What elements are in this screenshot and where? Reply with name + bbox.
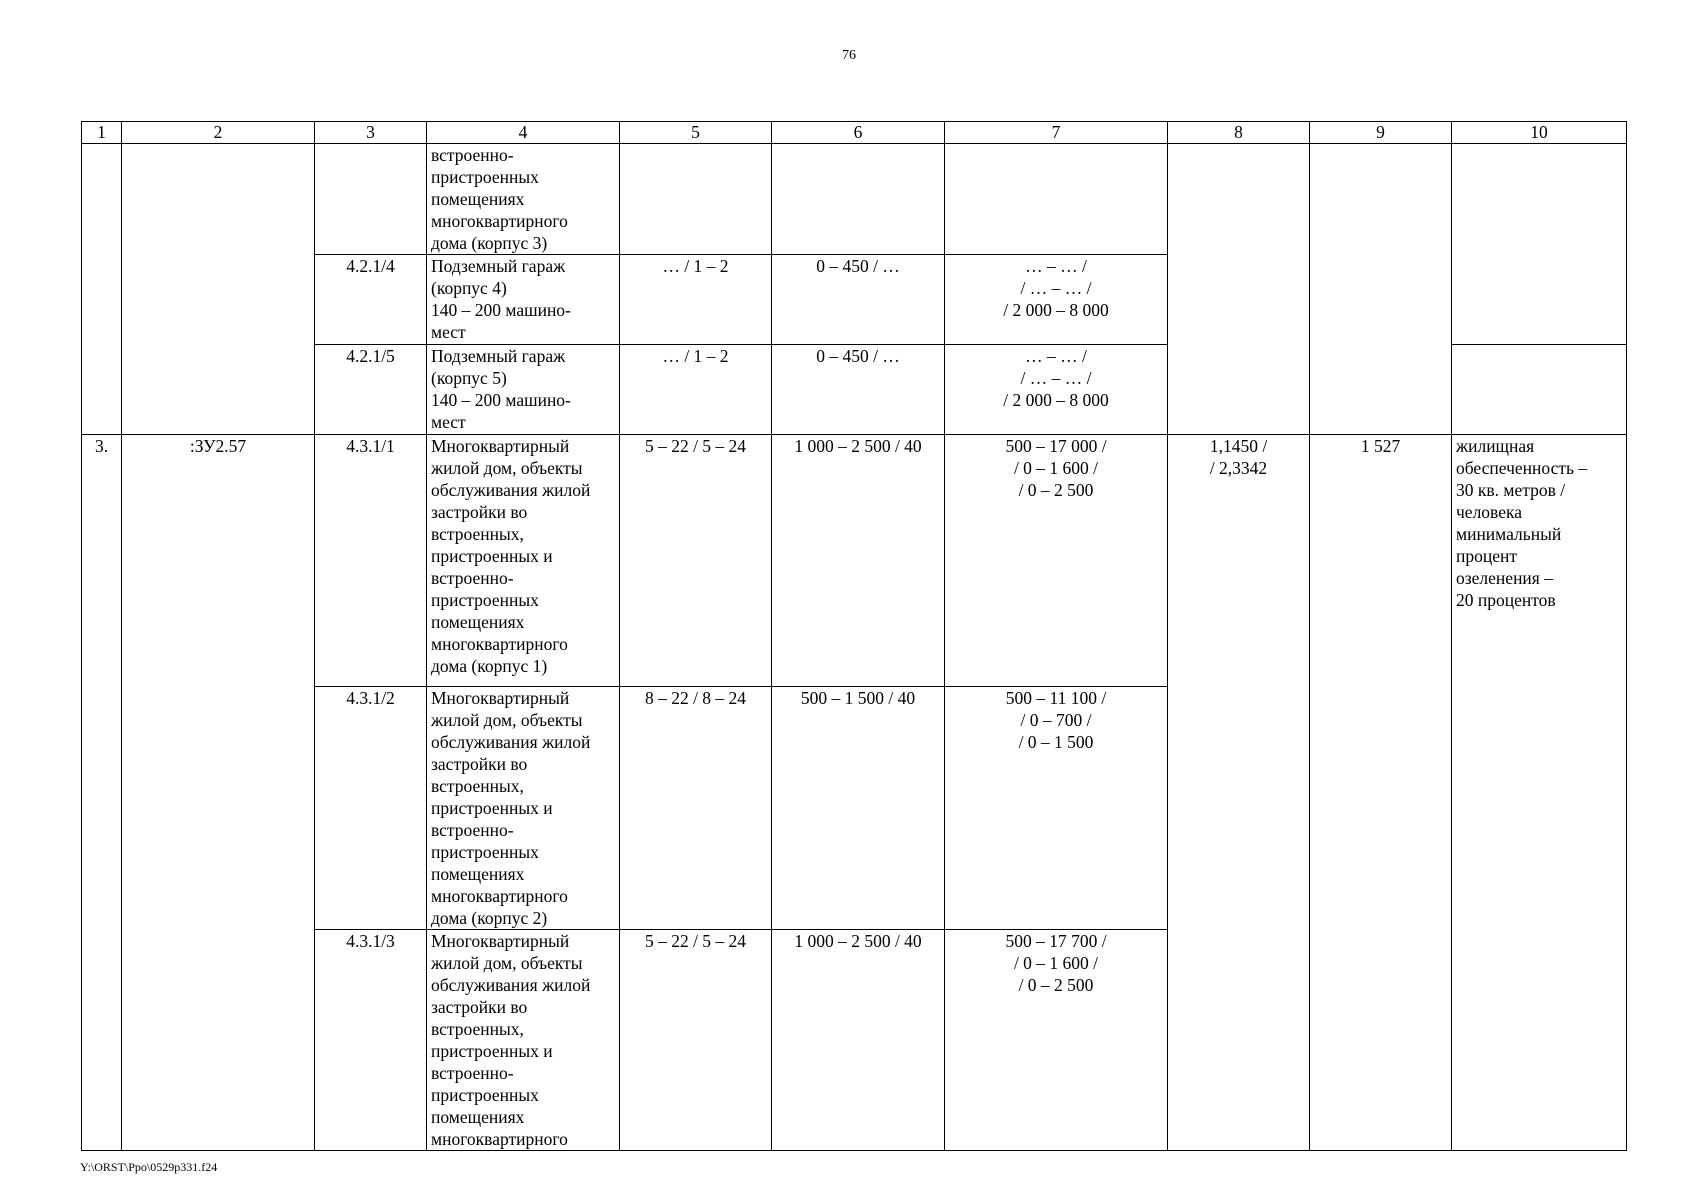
column-number-header: 5 <box>620 122 772 144</box>
col7-cell: … – … / / … – … / / 2 000 – 8 000 <box>945 345 1168 435</box>
col7-cell: 500 – 17 700 / / 0 – 1 600 / / 0 – 2 500 <box>945 930 1168 1151</box>
description-cell: Многоквартирный жилой дом, объекты обслуживания жилой застройки во встроенных, пристроенных и встроенно- пристроенных помещениях многоквартирного дома (корпус 1) <box>427 435 620 687</box>
col8-cell <box>1168 144 1310 435</box>
column-number-row <box>82 122 1627 144</box>
col9-cell <box>1310 144 1452 435</box>
col7-cell: … – … / / … – … / / 2 000 – 8 000 <box>945 255 1168 345</box>
page-number: 76 <box>842 48 856 63</box>
row-number-cell: 3. <box>82 435 122 1151</box>
col8-cell: 1,1450 / / 2,3342 <box>1168 435 1310 1151</box>
col10-cell: жилищная обеспеченность – 30 кв. метров / человека минимальный процент озеленения – 20 процентов <box>1452 435 1627 1151</box>
col7-cell: 500 – 17 000 / / 0 – 1 600 / / 0 – 2 500 <box>945 435 1168 687</box>
description-cell: Подземный гараж (корпус 4) 140 – 200 машино- мест <box>427 255 620 345</box>
col5-cell: 8 – 22 / 8 – 24 <box>620 687 772 930</box>
col5-cell <box>620 144 772 255</box>
plot-cell <box>122 144 315 435</box>
column-number-header: 2 <box>122 122 315 144</box>
col6-cell: 0 – 450 / … <box>772 345 945 435</box>
column-number-header: 10 <box>1452 122 1627 144</box>
code-cell: 4.3.1/3 <box>315 930 427 1151</box>
code-cell: 4.2.1/5 <box>315 345 427 435</box>
col6-cell <box>772 144 945 255</box>
column-number-header: 8 <box>1168 122 1310 144</box>
col6-cell: 500 – 1 500 / 40 <box>772 687 945 930</box>
code-cell: 4.2.1/4 <box>315 255 427 345</box>
column-number-header: 6 <box>772 122 945 144</box>
col6-cell: 1 000 – 2 500 / 40 <box>772 930 945 1151</box>
col7-cell <box>945 144 1168 255</box>
col10-cell <box>1452 345 1627 435</box>
col6-cell: 0 – 450 / … <box>772 255 945 345</box>
table-row <box>82 435 1627 687</box>
table-row <box>82 144 1627 255</box>
col9-cell: 1 527 <box>1310 435 1452 1151</box>
col5-cell: … / 1 – 2 <box>620 255 772 345</box>
data-table <box>81 121 1627 1151</box>
code-cell: 4.3.1/2 <box>315 687 427 930</box>
plot-cell: :ЗУ2.57 <box>122 435 315 1151</box>
description-cell: Многоквартирный жилой дом, объекты обслуживания жилой застройки во встроенных, пристроенных и встроенно- пристроенных помещениях многоквартирного дома (корпус 2) <box>427 687 620 930</box>
code-cell: 4.3.1/1 <box>315 435 427 687</box>
col5-cell: 5 – 22 / 5 – 24 <box>620 930 772 1151</box>
column-number-header: 1 <box>82 122 122 144</box>
column-number-header: 4 <box>427 122 620 144</box>
column-number-header: 3 <box>315 122 427 144</box>
code-cell <box>315 144 427 255</box>
description-cell: Подземный гараж (корпус 5) 140 – 200 машино- мест <box>427 345 620 435</box>
col6-cell: 1 000 – 2 500 / 40 <box>772 435 945 687</box>
col5-cell: … / 1 – 2 <box>620 345 772 435</box>
col7-cell: 500 – 11 100 / / 0 – 700 / / 0 – 1 500 <box>945 687 1168 930</box>
footer-file-path: Y:\ORST\Ppo\0529p331.f24 <box>80 1160 218 1174</box>
column-number-header: 7 <box>945 122 1168 144</box>
row-number-cell <box>82 144 122 435</box>
column-number-header: 9 <box>1310 122 1452 144</box>
description-cell: Многоквартирный жилой дом, объекты обслуживания жилой застройки во встроенных, пристроенных и встроенно- пристроенных помещениях многоквартирного <box>427 930 620 1151</box>
col10-cell <box>1452 144 1627 345</box>
col5-cell: 5 – 22 / 5 – 24 <box>620 435 772 687</box>
description-cell: встроенно- пристроенных помещениях многоквартирного дома (корпус 3) <box>427 144 620 255</box>
